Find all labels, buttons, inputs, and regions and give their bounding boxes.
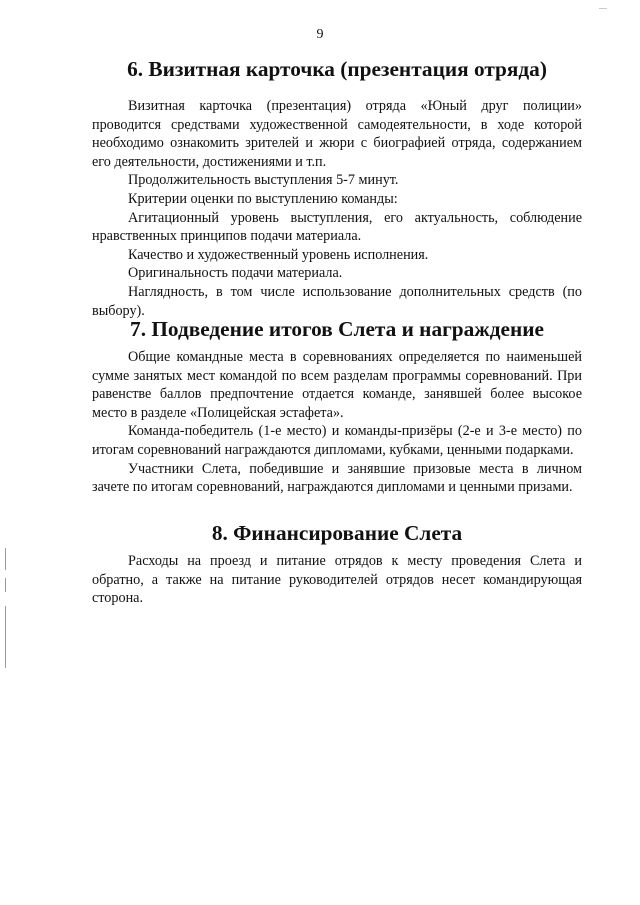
paragraph: Команда-победитель (1-е место) и команды-призёры (2-е и 3-е место) по итогам соревнований награждаются дипломами, кубками, ценными подарками.: [92, 423, 582, 458]
paragraph: Агитационный уровень выступления, его актуальность, соблюдение нравственных принципов подачи материала.: [92, 209, 582, 245]
scan-corner-mark: [599, 8, 607, 9]
scan-margin-mark: [5, 548, 6, 570]
page-number: 9: [316, 27, 324, 42]
section-financing: [92, 521, 582, 545]
section-heading: 6. Визитная карточка (презентация отряда): [127, 57, 547, 81]
paragraph: Визитная карточка (презентация) отряда «Юный друг полиции» проводится средствами художественной самодеятельности, в ходе которой необходимо ознакомить зрителей и жюри с биографией отряда, содержанием его деятельности, достижениями и т.п.: [92, 98, 582, 170]
scan-margin-mark: [5, 606, 6, 668]
section-presentation-body: [92, 97, 582, 320]
paragraph: Качество и художественный уровень исполнения.: [128, 246, 429, 263]
paragraph: Участники Слета, победившие и занявшие призовые места в личном зачете по итогам соревнований, награждаются дипломами и ценными призами.: [92, 460, 582, 496]
paragraph: Оригинальность подачи материала.: [128, 265, 343, 282]
scan-margin-mark: [5, 578, 6, 592]
paragraph: Наглядность, в том числе использование дополнительных средств (по выбору).: [92, 283, 582, 319]
section-heading: 8. Финансирование Слета: [211, 521, 463, 545]
paragraph: Общие командные места в соревнованиях определяется по наименьшей сумме занятых мест командой по всем разделам программы соревнований. При равенстве баллов предпочтение отдается команде, занявшей более высокое место в разделе «Полицейская эстафета».: [92, 349, 582, 421]
paragraph: Расходы на проезд и питание отрядов к месту проведения Слета и обратно, а также на питание руководителей отрядов несет командирующая сторона.: [92, 553, 582, 607]
section-presentation: [92, 57, 582, 81]
paragraph: Продолжительность выступления 5-7 минут.: [128, 172, 399, 189]
section-heading: 7. Подведение итогов Слета и награждение: [130, 317, 544, 341]
paragraph: Критерии оценки по выступлению команды:: [128, 190, 398, 207]
section-results: [92, 317, 582, 341]
section-results-body: [92, 348, 582, 497]
section-financing-body: [92, 552, 582, 608]
